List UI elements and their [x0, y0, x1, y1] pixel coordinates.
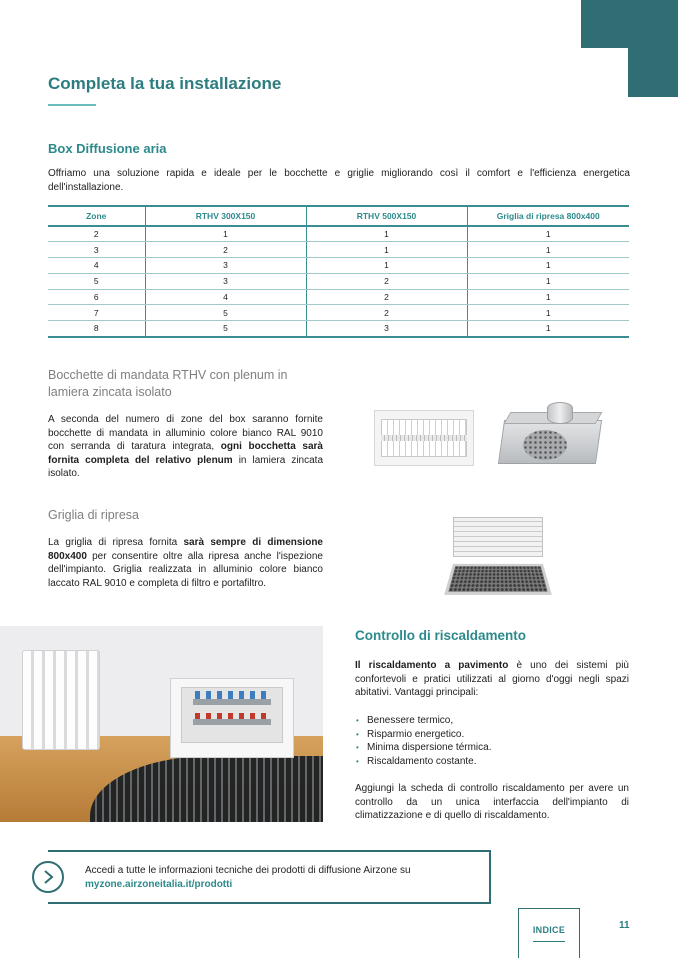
- griglia-ripresa-image: [449, 517, 549, 596]
- list-item: • Risparmio energetico.: [355, 728, 492, 742]
- col-header-rthv-500: RTHV 500X150: [306, 206, 467, 226]
- info-link-url[interactable]: myzone.airzoneitalia.it/prodotti: [85, 879, 233, 890]
- info-link-text: Accedi a tutte le informazioni tecniche dei prodotti di diffusione Airzone su: [85, 865, 411, 876]
- table-cell: 2: [306, 305, 467, 321]
- table-cell: 1: [467, 258, 629, 274]
- table-cell: 3: [48, 242, 145, 258]
- table-cell: 2: [306, 289, 467, 305]
- table-cell: 1: [306, 258, 467, 274]
- photo-manifold-cabinet: [170, 678, 294, 758]
- table-cell: 1: [306, 242, 467, 258]
- index-label: INDICE: [532, 925, 566, 935]
- plenum-image: [497, 402, 604, 470]
- griglia-text: [48, 536, 323, 590]
- col-header-zone: Zone: [48, 206, 145, 226]
- table-cell: 1: [467, 242, 629, 258]
- griglia-text-bold: sarà sempre di dimensione 800x400: [48, 537, 323, 562]
- table-cell: 2: [145, 242, 306, 258]
- corner-decoration-top: [581, 0, 678, 48]
- controllo-text-bold: Il riscaldamento a pavimento: [355, 660, 509, 671]
- table-cell: 4: [145, 289, 306, 305]
- table-cell: 3: [145, 258, 306, 274]
- page-number: 11: [619, 920, 630, 931]
- table-cell: 3: [145, 273, 306, 289]
- box-diffusione-intro: Offriamo una soluzione rapida e ideale per le bocchette e griglie migliorando così il comfort e l'efficienza energetica dell'installazione.: [48, 168, 630, 193]
- controllo-title: Controllo di riscaldamento: [355, 628, 527, 643]
- grille-damper: [381, 435, 467, 441]
- plenum-perforation: [523, 430, 567, 460]
- chevron-right-icon[interactable]: [32, 861, 64, 893]
- table-cell: 1: [467, 226, 629, 242]
- underfloor-heating-photo: [0, 626, 323, 822]
- photo-radiator: [22, 650, 100, 750]
- table-row: [48, 242, 629, 258]
- table-cell: 5: [145, 305, 306, 321]
- griglia-text-2: per consentire oltre alla ripresa anche l'ispezione dell'impianto. Griglia realizzata in alluminio colore bianco laccato RAL 9010 e completa di filtro e portafiltro.: [48, 550, 323, 589]
- bocchette-text-bold: ogni bocchetta sarà fornita completa del relativo plenum: [48, 441, 323, 466]
- table-cell: 1: [467, 273, 629, 289]
- table-cell: 1: [467, 305, 629, 321]
- bocchetta-grille-image: [374, 410, 474, 466]
- chevron-right-icon-svg: [41, 869, 55, 885]
- griglia-title: Griglia di ripresa: [48, 508, 140, 522]
- table-row: [48, 305, 629, 321]
- griglia-text-1: La griglia di ripresa fornita: [48, 537, 184, 548]
- bocchette-text: [48, 413, 323, 481]
- bocchette-text-1: A seconda del numero di zone del box saranno fornite bocchette di mandata in alluminio colore bianco RAL 9010 con serranda di taratura integrata,: [48, 414, 323, 453]
- table-row: [48, 273, 629, 289]
- page-title: Completa la tua installazione: [48, 74, 282, 93]
- col-header-rthv-300: RTHV 300X150: [145, 206, 306, 226]
- box-diffusione-title: Box Diffusione aria: [48, 141, 167, 156]
- index-underline: [533, 941, 565, 942]
- table-cell: 1: [467, 321, 629, 337]
- controllo-closing: Aggiungi la scheda di controllo riscaldamento per avere un controllo da un unica interfaccia dell'impianto di climatizzazione e di quello di riscaldamento.: [355, 783, 629, 822]
- table-cell: 1: [467, 289, 629, 305]
- title-underline: [48, 104, 96, 106]
- table-cell: 1: [145, 226, 306, 242]
- bocchette-text-2: in lamiera zincata isolato.: [48, 454, 324, 480]
- table-cell: 5: [145, 321, 306, 337]
- manifold-blue-valves: [195, 691, 269, 699]
- table-cell: 3: [306, 321, 467, 337]
- manifold-bar-bottom: [193, 719, 271, 725]
- manifold-bar-top: [193, 699, 271, 705]
- ripresa-filter: [444, 564, 552, 595]
- plenum-collar: [547, 402, 573, 424]
- controllo-text: [355, 659, 629, 700]
- list-item: • Riscaldamento costante.: [355, 755, 492, 769]
- index-button[interactable]: [518, 908, 580, 958]
- table-row: [48, 258, 629, 274]
- table-cell: 8: [48, 321, 145, 337]
- ripresa-grille-frame: [453, 517, 543, 557]
- list-item: • Minima dispersione térmica.: [355, 741, 492, 755]
- table-row: [48, 289, 629, 305]
- table-row: [48, 321, 629, 337]
- table-cell: 5: [48, 273, 145, 289]
- table-cell: 2: [48, 226, 145, 242]
- col-header-griglia: Griglia di ripresa 800x400: [467, 206, 629, 226]
- table-cell: 4: [48, 258, 145, 274]
- zone-table: [48, 205, 629, 338]
- controllo-text-1: è uno dei sistemi più confortevoli e pratici utilizzati al giorno d'oggi negli spazi abitativi. Vantaggi principali:: [355, 660, 629, 699]
- table-cell: 2: [306, 273, 467, 289]
- corner-decoration-bottom: [628, 48, 678, 97]
- table-cell: 1: [306, 226, 467, 242]
- table-row: [48, 226, 629, 242]
- bocchette-title: Bocchette di mandata RTHV con plenum in lamiera zincata isolato: [48, 368, 288, 399]
- list-item: • Benessere termico,: [355, 714, 492, 728]
- info-link-box[interactable]: [48, 850, 491, 904]
- table-cell: 7: [48, 305, 145, 321]
- table-cell: 6: [48, 289, 145, 305]
- benefits-list: [355, 714, 492, 768]
- zone-table-header-row: [48, 206, 629, 226]
